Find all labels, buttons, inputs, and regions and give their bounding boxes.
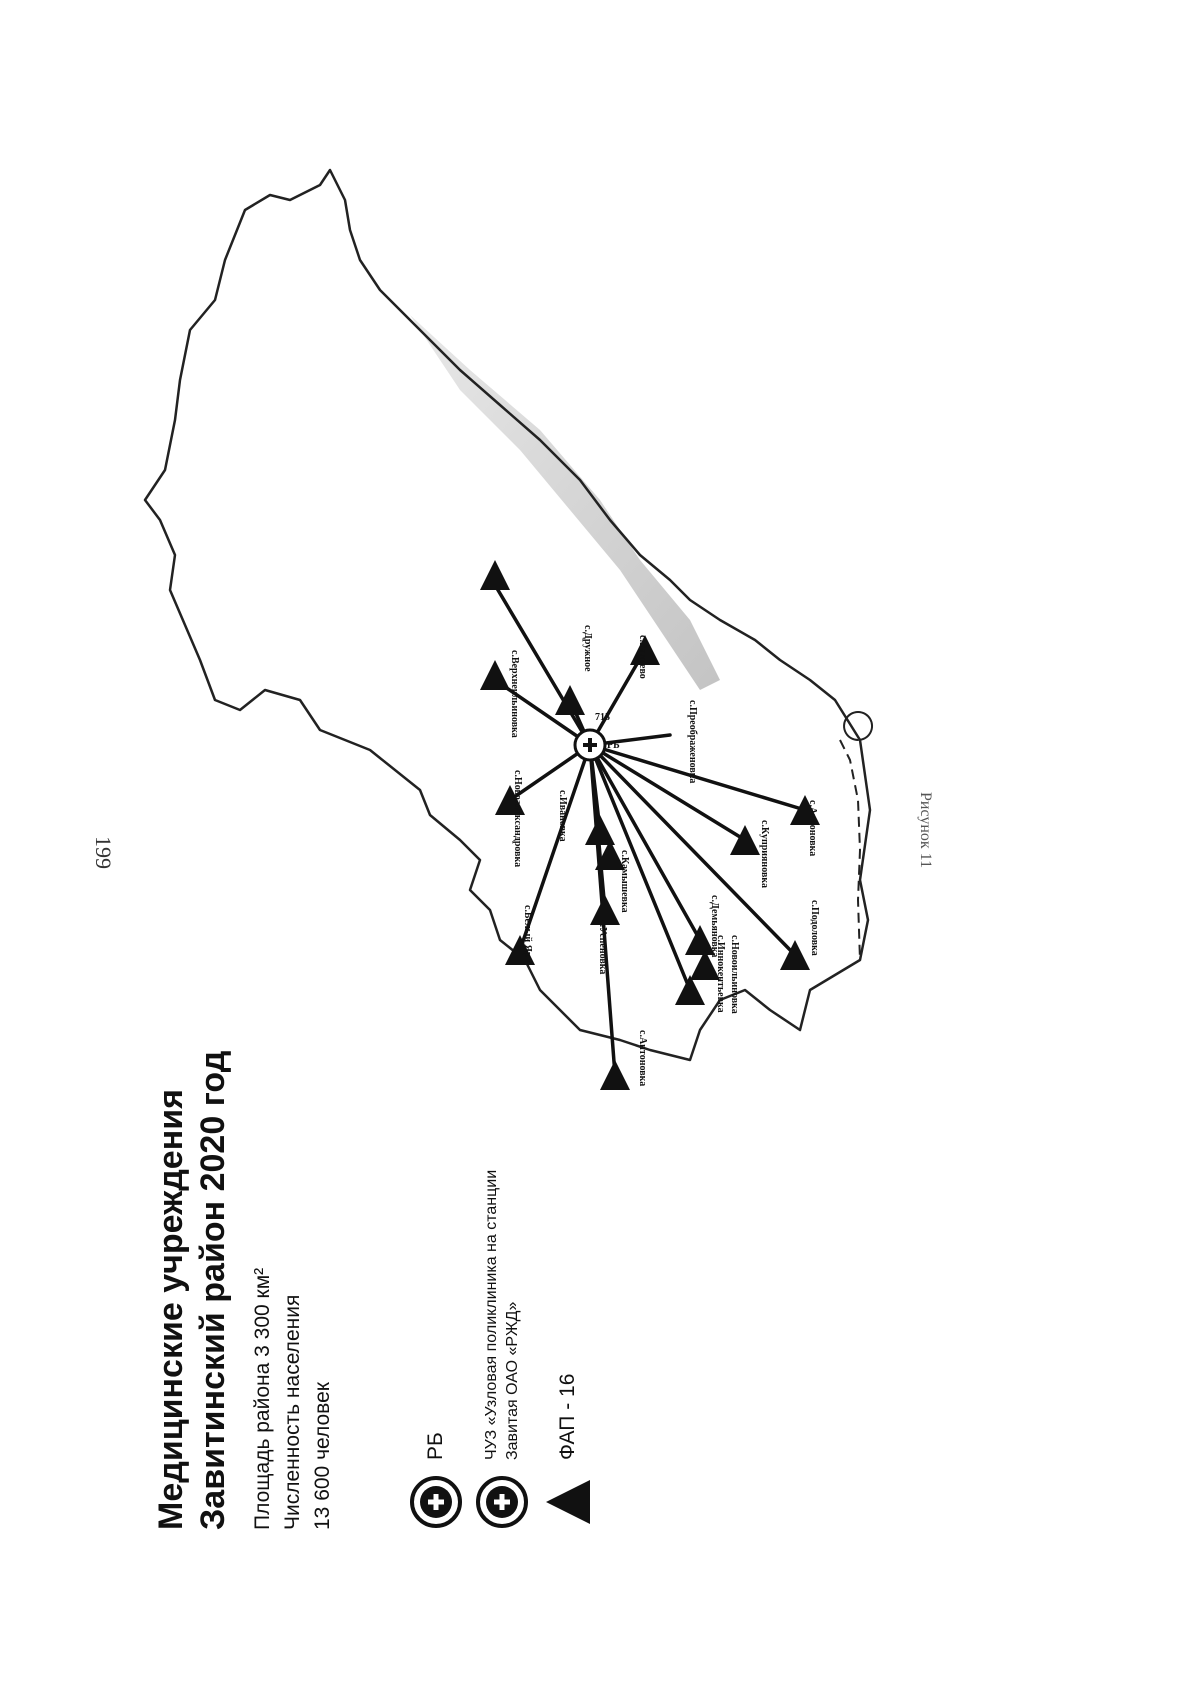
settlement-label: с.Куприяновка xyxy=(759,820,770,888)
settlement-label: с.Новоалександровка xyxy=(512,770,523,868)
settlement-label: с.Демьяновка xyxy=(709,895,720,958)
area-text: Площадь района 3 300 км² xyxy=(251,1267,274,1530)
legend-label-chuz-line-1: ЧУЗ «Узловая поликлиника на станции xyxy=(483,1169,500,1460)
settlement-label: с.Подоловка xyxy=(809,900,820,956)
settlement-label: с.Новоильиновка xyxy=(729,935,740,1014)
hub-number: 715 xyxy=(595,712,610,723)
population-label: Численность населения xyxy=(281,1294,304,1530)
railway-line xyxy=(840,740,860,960)
settlement-label: с.Ивановка xyxy=(557,790,568,842)
settlement-label: с.Камышевка xyxy=(619,850,630,913)
district-stats xyxy=(248,970,338,1530)
settlement-label: с.Антоновка xyxy=(637,1030,648,1087)
info-panel xyxy=(150,970,850,1530)
population-value: 13 600 человек xyxy=(311,1382,334,1530)
fap-marker xyxy=(480,660,510,690)
settlement-label: с.Успеновка xyxy=(597,920,608,975)
border-shading xyxy=(410,315,720,690)
title-line-1: Медицинские учреждения xyxy=(152,1089,190,1530)
legend-item-rb xyxy=(408,970,464,1530)
settlement-label: с.Белый Яр xyxy=(522,905,533,958)
page-title xyxy=(150,970,234,1530)
legend-label-chuz xyxy=(481,1170,523,1460)
settlement-label: с.Валуево xyxy=(637,635,648,679)
district-boundary xyxy=(145,170,870,1060)
fap-marker xyxy=(555,685,585,715)
triangle-icon xyxy=(540,1474,596,1530)
hospital-cross-icon xyxy=(408,1474,464,1530)
legend-item-fap xyxy=(540,970,596,1530)
legend-label-chuz-line-2: Завитая ОАО «РЖД» xyxy=(504,1301,521,1460)
fap-marker xyxy=(585,815,615,845)
settlement-label: с.Дружное xyxy=(582,625,593,672)
page-number: 199 xyxy=(91,836,116,869)
settlement-label: с.Преображеновка xyxy=(687,700,698,784)
legend-item-chuz xyxy=(474,970,530,1530)
fap-marker xyxy=(730,825,760,855)
figure-caption: Рисунок 11 xyxy=(917,792,934,869)
map-legend xyxy=(408,970,596,1530)
legend-label-fap: ФАП - 16 xyxy=(556,1373,579,1460)
fap-marker xyxy=(480,560,510,590)
rb-hub-icon xyxy=(575,730,605,760)
hub-label: РБ xyxy=(607,740,620,751)
hospital-cross-icon xyxy=(474,1474,530,1530)
title-line-2: Завитинский район 2020 год xyxy=(194,1050,232,1530)
settlement-label: с.Верхнеильиновка xyxy=(509,650,520,738)
settlement-label: с.Антоновка xyxy=(807,800,818,857)
legend-label-rb: РБ xyxy=(424,1432,447,1460)
settlement-label: с.Иннокентьевка xyxy=(715,935,726,1013)
